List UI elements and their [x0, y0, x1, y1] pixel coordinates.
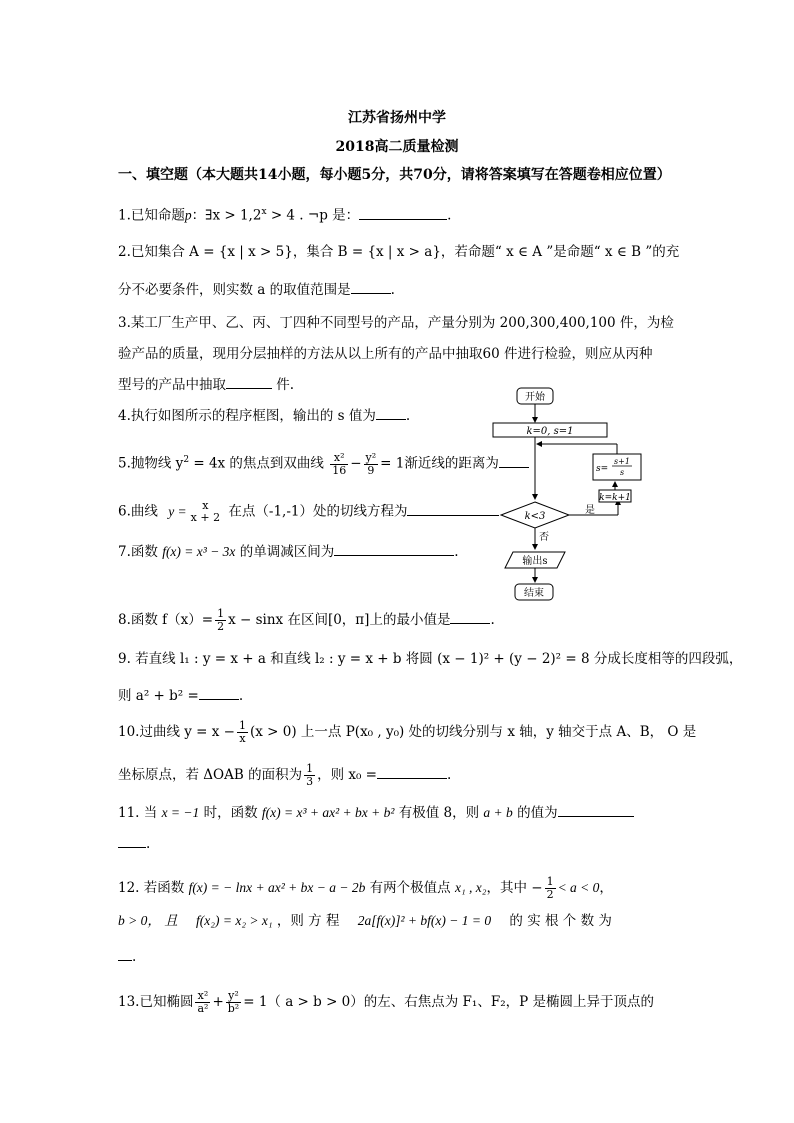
- flow-update-k-label: k=k+1: [599, 493, 631, 503]
- question-13: 13.已知椭圆 $\frac{\text{x²}}{\text{a²}}$ + $\frac{\text{y²}}{\text{b²}}$ = 1（ a > b > 0）的左、右焦点为 F₁、F₂，P 是椭圆上异于顶点的: [118, 989, 654, 1015]
- question-5: 5.抛物线 $y^2 = 4x$ 的焦点到双曲线 $\frac{\text{x²}}{16}$ − $\frac{\text{y²}}{9}$ = 1渐近线的距离为: [118, 450, 529, 477]
- question-9-line-1: 9. 若直线 l₁ : y = x + a 和直线 l₂ : y = x + b 将圆 (x − 1)² + (y − 2)² = 8 分成长度相等的四段弧，: [118, 651, 743, 667]
- question-11-line-1: 11. 当 x = −1 时，函数 f(x) = x³ + ax² + bx + b² 有极值 8，则 a + b 的值为: [118, 802, 634, 823]
- question-6: 6.曲线 y = x x + 2 在点（-1,-1）处的切线方程为: [118, 500, 499, 524]
- answer-blank-8[interactable]: [450, 609, 490, 624]
- flow-update-s-den: s: [619, 468, 625, 477]
- question-1: 1.已知命题p：∃x > $1,2^x > 4$ . ¬p 是： .: [118, 202, 451, 226]
- question-12-line-3: .: [118, 946, 136, 967]
- question-3-line-1: 3.某工厂生产甲、乙、丙、丁四种不同型号的产品，产量分别为 200,300,400,100 件，为检: [118, 315, 674, 331]
- question-10-line-2: 坐标原点，若 ΔOAB 的面积为 $\frac{1}{3}$ ，则 x₀ = .: [118, 762, 452, 788]
- flow-init-label: k=0, s=1: [526, 426, 574, 437]
- flow-end-label: 结束: [524, 588, 544, 599]
- answer-blank-3[interactable]: [226, 374, 272, 389]
- answer-blank-9[interactable]: [199, 685, 239, 700]
- answer-blank-12[interactable]: [118, 946, 132, 961]
- question-2-line-2: 分不必要条件，则实数 a 的取值范围是 .: [118, 279, 395, 300]
- answer-blank-10[interactable]: [377, 764, 447, 779]
- answer-blank-4[interactable]: [376, 405, 406, 420]
- program-flowchart: [485, 386, 645, 604]
- question-11-line-2: .: [118, 833, 150, 854]
- question-10-line-1: 10.过曲线 y = x − $\frac{1}{x}$ (x > 0) 上一点 P(x₀ , y₀) 处的切线分别与 x 轴，y 轴交于点 A、B， O 是: [118, 719, 697, 745]
- question-12-line-1: 12. 若函数 f(x) = − lnx + ax² + bx − a − 2b 有两个极值点 x₁ , x₂，其中 − $\frac{1}{2}$ < a < 0，: [118, 875, 613, 901]
- flow-update-s-lhs: s=: [596, 464, 609, 474]
- question-8: 8.函数 f（x）= $\frac{1}{2}$ x − sinx 在区间[0，π]上的最小值是 .: [118, 607, 495, 633]
- flow-start-label: 开始: [525, 392, 545, 403]
- question-7: 7.函数 f(x) = x³ − 3x 的单调减区间为 .: [118, 541, 459, 562]
- flow-condition-label: k<3: [524, 511, 546, 522]
- answer-blank-11b[interactable]: [118, 833, 146, 848]
- question-4: 4.执行如图所示的程序框图，输出的 s 值为 .: [118, 405, 410, 426]
- question-2-line-1: 2.已知集合 A = {x | x > 5}，集合 B = {x | x > a}，若命题“ x ∈ A ”是命题“ x ∈ B ”的充: [118, 244, 680, 260]
- exam-title: 2018高二质量检测: [335, 139, 459, 155]
- flow-no-label: 否: [539, 532, 549, 543]
- question-3-line-3: 型号的产品中抽取 件.: [118, 374, 294, 395]
- question-9-line-2: 则 a² + b² = .: [118, 685, 243, 706]
- flow-yes-label: 是: [585, 505, 595, 516]
- answer-blank-11a[interactable]: [558, 802, 634, 817]
- question-12-line-2: b > 0， 且 f(x₂) = x₂ > x₁ ，则 方 程 2a[f(x)]² + bf(x) − 1 = 0 的 实 根 个 数 为: [118, 913, 612, 929]
- answer-blank-1[interactable]: [359, 205, 447, 220]
- answer-blank-7[interactable]: [334, 541, 454, 556]
- answer-blank-2[interactable]: [351, 279, 391, 294]
- flow-output-label: 输出s: [522, 556, 548, 567]
- question-3-line-2: 验产品的质量，现用分层抽样的方法从以上所有的产品中抽取60 件进行检验，则应从丙种: [118, 346, 653, 362]
- section-heading: 一、填空题（本大题共14小题，每小题5分，共70分，请将答案填写在答题卷相应位置）: [118, 167, 671, 183]
- flow-update-s-num: s+1: [614, 457, 630, 466]
- school-title: 江苏省扬州中学: [348, 110, 446, 126]
